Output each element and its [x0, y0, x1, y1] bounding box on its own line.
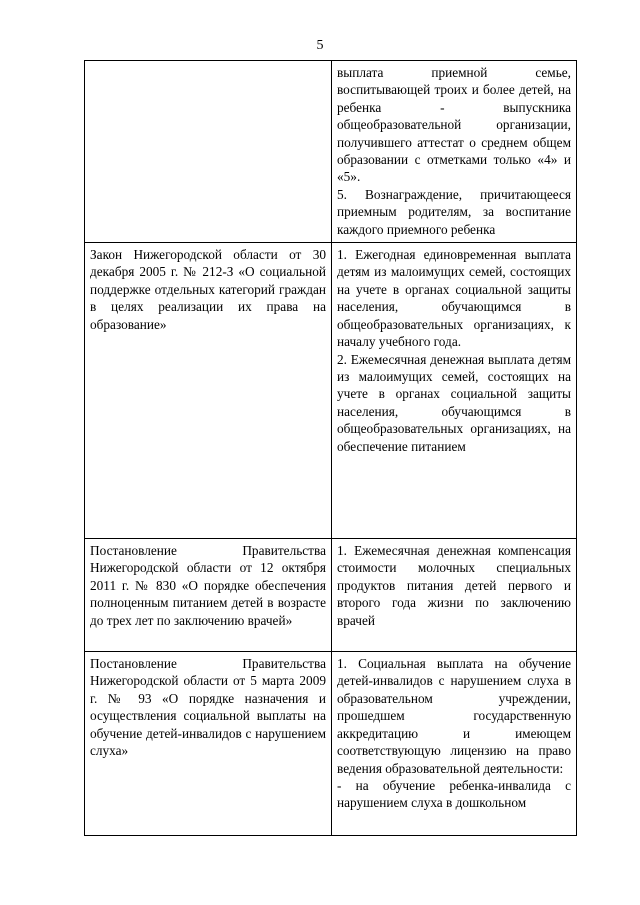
- law-text: Постановление Правительства Нижегородской области от 5 марта 2009 г. № 93 «О порядке назначения и осуществления социальной выплаты на обучение детей-инвалидов с нарушением слуха»: [90, 656, 326, 759]
- measure-text: 2. Ежемесячная денежная выплата детям из малоимущих семей, состоящих на учете в органах социальной защиты населения, обучающимся в общеобразовательных организациях, на обеспечение питанием: [337, 351, 571, 454]
- law-cell: [85, 243, 332, 539]
- measure-text: - на обучение ребенка-инвалида с нарушением слуха в дошкольном: [337, 777, 571, 811]
- measure-text: 1. Ежемесячная денежная компенсация стоимости молочных специальных продуктов питания детей первого и второго года жизни по заключению врачей: [337, 543, 571, 628]
- measures-cell: [332, 61, 577, 243]
- law-cell: [85, 652, 332, 836]
- measure-text: 1. Социальная выплата на обучение детей-инвалидов с нарушением слуха в образовательном учреждении, прошедшем государственную аккредитацию и имеющем соответствующую лицензию на право ведения образовательной деятельности:: [337, 656, 571, 776]
- table-row: [85, 61, 577, 243]
- measures-cell: [332, 243, 577, 539]
- measure-text: выплата приемной семье, воспитывающей троих и более детей, на ребенка - выпускника общеобразовательной организации, получившего аттестат о среднем общем образовании с отметками только «4» и «5».: [337, 65, 571, 185]
- table-row: [85, 539, 577, 652]
- page-number: 5: [316, 38, 324, 53]
- benefits-table: [84, 60, 577, 836]
- law-text: Закон Нижегородской области от 30 декабря 2005 г. № 212-З «О социальной поддержке отдельных категорий граждан в целях реализации их права на образование»: [90, 247, 326, 332]
- measures-cell: [332, 539, 577, 652]
- table-row: [85, 243, 577, 539]
- table-row: [85, 652, 577, 836]
- law-cell: [85, 539, 332, 652]
- measures-cell: [332, 652, 577, 836]
- measure-text: 5. Вознаграждение, причитающееся приемным родителям, за воспитание каждого приемного ребенка: [337, 186, 571, 237]
- law-cell: [85, 61, 332, 243]
- measure-text: 1. Ежегодная единовременная выплата детям из малоимущих семей, состоящих на учете в органах социальной защиты населения, обучающимся в общеобразовательных организациях, к началу учебного года.: [337, 247, 571, 350]
- law-text: Постановление Правительства Нижегородской области от 12 октября 2011 г. № 830 «О порядке обеспечения полноценным питанием детей в возрасте до трех лет по заключению врачей»: [90, 543, 326, 628]
